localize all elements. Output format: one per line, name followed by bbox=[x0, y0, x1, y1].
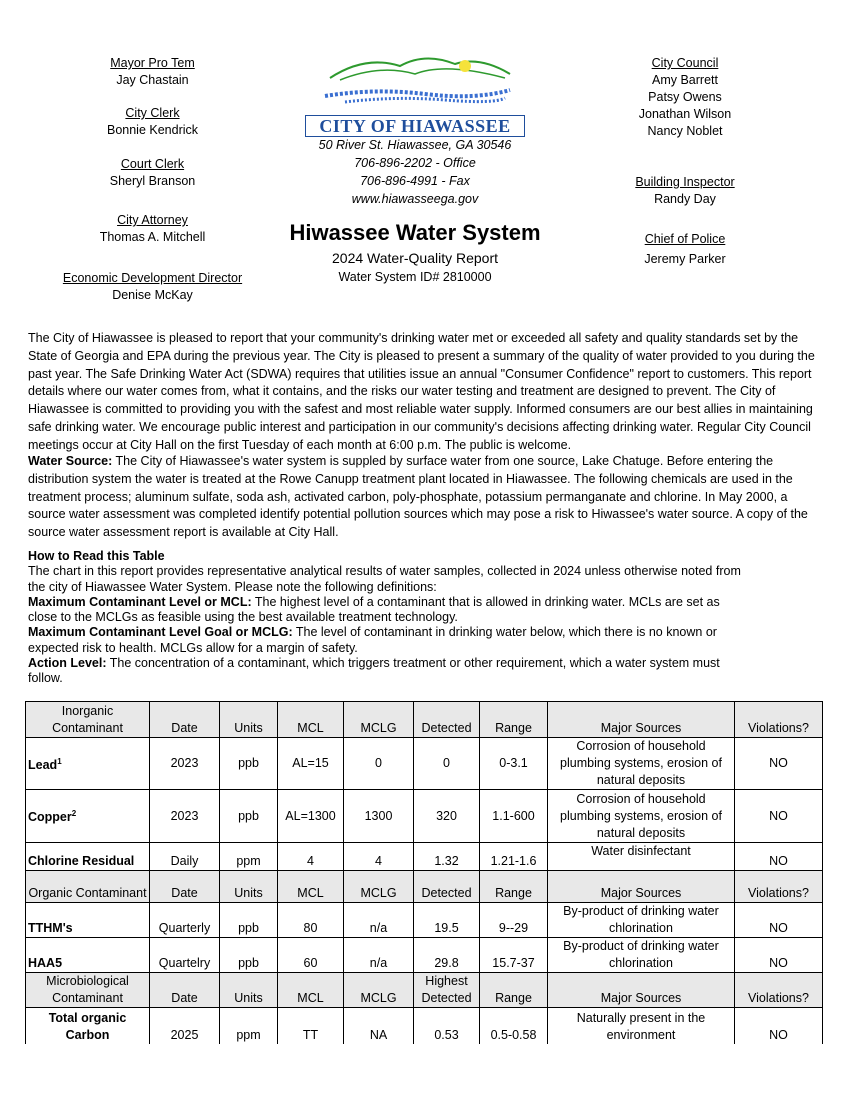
contact-address: 50 River St. Hiawassee, GA 30546 bbox=[318, 138, 512, 152]
source-cell: By-product of drinking water chlorination bbox=[548, 903, 735, 938]
header-cell: Violations? bbox=[735, 702, 823, 738]
how-to-read-text: The chart in this report provides representative analytical results of water samples, collected in 2024 unless otherwise noted from the city of Hiawassee Water System. Please note the following definitions: bbox=[28, 564, 741, 594]
mcl-cell: TT bbox=[278, 1008, 344, 1044]
violation-cell: NO bbox=[735, 790, 823, 843]
intro-paragraph: The City of Hiawassee is pleased to report that your community's drinking water met or exceeded all safety and quality standards set by the State of Georgia and EPA during the previous year. The City is pleased to present a summary of the quality of water provided to you during the past year. The Safe Drinking Water Act (SDWA) requires that utilities issue an annual "Consumer Confidence" report to customers. This report details where our water comes from, what it contains, and the risks our water testing and treatment are designed to prevent. The City of Hiawassee is committed to providing you with the safest and most reliable water supply. Informed consumers are our best allies in maintaining safe drinking water. We encourage public interest and participation in our community's decisions affecting drinking water. Regular City Council meetings occur at City Hall on the first Tuesday of each month at 6:00 p.m. The public is welcome. bbox=[28, 331, 815, 452]
council-member: Jonathan Wilson bbox=[638, 107, 732, 121]
header-cell: Date bbox=[150, 973, 220, 1008]
inorganic-header-row bbox=[26, 702, 823, 738]
range-cell: 0.5-0.58 bbox=[480, 1008, 548, 1044]
officer-mayor-pro-tem bbox=[80, 55, 225, 89]
mcl-cell: AL=15 bbox=[278, 738, 344, 790]
mclg-cell: n/a bbox=[344, 938, 414, 973]
officer-court-clerk bbox=[80, 156, 225, 190]
header-cell: MCLG bbox=[344, 702, 414, 738]
date-cell: 2025 bbox=[150, 1008, 220, 1044]
mclg-cell: 1300 bbox=[344, 790, 414, 843]
header-cell: Date bbox=[150, 871, 220, 903]
detected-cell: 29.8 bbox=[414, 938, 480, 973]
header-cell: Range bbox=[480, 702, 548, 738]
source-cell: Naturally present in the environment bbox=[548, 1008, 735, 1044]
header-cell: Range bbox=[480, 871, 548, 903]
officer-city-clerk bbox=[80, 105, 225, 139]
header-cell: Detected bbox=[414, 871, 480, 903]
officer-name: Sheryl Branson bbox=[109, 174, 196, 188]
detected-cell: 0 bbox=[414, 738, 480, 790]
microbiological-header-row bbox=[26, 973, 823, 1008]
water-source-label: Water Source: bbox=[28, 454, 113, 468]
contaminant-name: Total organic Carbon bbox=[26, 1008, 150, 1044]
mclg-cell: 4 bbox=[344, 843, 414, 871]
header-cell: MCLG bbox=[344, 871, 414, 903]
officer-role: City Clerk bbox=[125, 106, 180, 120]
contaminant-name: Lead$^1$ bbox=[26, 738, 150, 790]
table-row bbox=[26, 1008, 823, 1044]
source-cell: Corrosion of household plumbing systems, erosion of natural deposits bbox=[548, 738, 735, 790]
council-member: Amy Barrett bbox=[652, 73, 718, 87]
header-cell: Units bbox=[220, 702, 278, 738]
officer-name: Thomas A. Mitchell bbox=[99, 230, 206, 244]
officer-role: Mayor Pro Tem bbox=[110, 56, 195, 70]
detected-cell: 320 bbox=[414, 790, 480, 843]
officer-name: Randy Day bbox=[654, 192, 716, 206]
officer-city-council bbox=[610, 55, 760, 140]
officer-economic-development bbox=[40, 270, 265, 304]
header-cell: Violations? bbox=[735, 871, 823, 903]
header-cell: Units bbox=[220, 871, 278, 903]
violation-cell: NO bbox=[735, 843, 823, 871]
water-quality-table bbox=[25, 701, 823, 1044]
units-cell: ppb bbox=[220, 738, 278, 790]
detected-cell: 19.5 bbox=[414, 903, 480, 938]
water-system-id: Water System ID# 2810000 bbox=[338, 270, 492, 284]
detected-cell: 1.32 bbox=[414, 843, 480, 871]
mclg-text: The level of contaminant in drinking water below, which there is no known or expected risk to health. MCLGs allow for a margin of safety. bbox=[28, 625, 717, 655]
contaminant-name: Chlorine Residual bbox=[26, 843, 150, 871]
officer-role: Economic Development Director bbox=[62, 271, 243, 285]
date-cell: Daily bbox=[150, 843, 220, 871]
source-cell: Corrosion of household plumbing systems, erosion of natural deposits bbox=[548, 790, 735, 843]
how-to-read-section bbox=[28, 549, 748, 687]
units-cell: ppb bbox=[220, 903, 278, 938]
council-member: Patsy Owens bbox=[648, 90, 722, 104]
range-cell: 1.1-600 bbox=[480, 790, 548, 843]
officer-chief-of-police bbox=[610, 231, 760, 268]
organic-header-row bbox=[26, 871, 823, 903]
officer-role: Building Inspector bbox=[635, 175, 735, 189]
range-cell: 15.7-37 bbox=[480, 938, 548, 973]
violation-cell: NO bbox=[735, 938, 823, 973]
water-source-paragraph bbox=[28, 453, 818, 542]
date-cell: 2023 bbox=[150, 738, 220, 790]
contact-office-phone: 706-896-2202 - Office bbox=[354, 156, 476, 170]
officer-city-attorney bbox=[80, 212, 225, 246]
header-cell: MCLG bbox=[344, 973, 414, 1008]
header-cell: Detected bbox=[414, 702, 480, 738]
how-to-read-heading: How to Read this Table bbox=[28, 549, 165, 563]
logo-text: CITY OF HIAWASSEE bbox=[305, 115, 525, 137]
units-cell: ppb bbox=[220, 938, 278, 973]
action-level-text: The concentration of a contaminant, which triggers treatment or other requirement, which a water system must follow. bbox=[28, 656, 720, 686]
table-row bbox=[26, 843, 823, 871]
council-member: Nancy Noblet bbox=[647, 124, 723, 138]
page-subtitle: 2024 Water-Quality Report bbox=[332, 250, 498, 266]
officer-name: Denise McKay bbox=[112, 288, 193, 302]
header-cell: Violations? bbox=[735, 973, 823, 1008]
mcl-cell: 4 bbox=[278, 843, 344, 871]
mclg-cell: 0 bbox=[344, 738, 414, 790]
date-cell: Quarterly bbox=[150, 903, 220, 938]
table-row bbox=[26, 903, 823, 938]
range-cell: 9--29 bbox=[480, 903, 548, 938]
action-level-label: Action Level: bbox=[28, 656, 107, 671]
source-cell: Water disinfectant bbox=[548, 843, 735, 871]
range-cell: 1.21-1.6 bbox=[480, 843, 548, 871]
header-cell: Microbiological Contaminant bbox=[26, 973, 150, 1008]
mcl-label: Maximum Contaminant Level or MCL: bbox=[28, 594, 252, 609]
header-cell: MCL bbox=[278, 871, 344, 903]
units-cell: ppm bbox=[220, 1008, 278, 1044]
contact-website: www.hiawasseega.gov bbox=[351, 192, 479, 206]
header-cell: MCL bbox=[278, 973, 344, 1008]
officer-building-inspector bbox=[610, 174, 760, 208]
header-cell: MCL bbox=[278, 702, 344, 738]
table-row bbox=[26, 938, 823, 973]
contact-fax: 706-896-4991 - Fax bbox=[360, 174, 470, 188]
mcl-cell: 60 bbox=[278, 938, 344, 973]
table-row bbox=[26, 738, 823, 790]
header-cell: Major Sources bbox=[548, 871, 735, 903]
mclg-cell: NA bbox=[344, 1008, 414, 1044]
detected-cell: 0.53 bbox=[414, 1008, 480, 1044]
contact-block bbox=[290, 136, 540, 208]
header-cell: Major Sources bbox=[548, 973, 735, 1008]
header-cell: Major Sources bbox=[548, 702, 735, 738]
units-cell: ppb bbox=[220, 790, 278, 843]
range-cell: 0-3.1 bbox=[480, 738, 548, 790]
water-source-text: The City of Hiawassee's water system is suppled by surface water from one source, Lake Chatuge. Before entering the distribution system the water is treated at the Rowe Canupp treatment plant located in Hiawassee. The following chemicals are used in the treatment process; aluminum sulfate, soda ash, activated carbon, poly-phosphate, potassium permanganate and chlorine. In May 2000, a source water assessment was completed identify potential pollution sources which may pose a risk to Hiwassee's water source. A copy of the source water assessment report is available at City Hall. bbox=[28, 454, 808, 540]
contaminant-name: Copper$^2$ bbox=[26, 790, 150, 843]
header-cell: Date bbox=[150, 702, 220, 738]
officer-name: Bonnie Kendrick bbox=[106, 123, 199, 137]
violation-cell: NO bbox=[735, 738, 823, 790]
officer-role: Chief of Police bbox=[644, 232, 726, 246]
officer-name: Jay Chastain bbox=[116, 73, 189, 87]
date-cell: Quartelry bbox=[150, 938, 220, 973]
mcl-cell: AL=1300 bbox=[278, 790, 344, 843]
page-title: Hiwassee Water System bbox=[289, 220, 541, 245]
mclg-cell: n/a bbox=[344, 903, 414, 938]
mcl-text: The highest level of a contaminant that is allowed in drinking water. MCLs are set as close to the MCLGs as feasible using the best available treatment technology. bbox=[28, 594, 720, 625]
officer-role: Court Clerk bbox=[120, 157, 185, 171]
officer-name: Jeremy Parker bbox=[644, 252, 726, 266]
violation-cell: NO bbox=[735, 1008, 823, 1044]
logo-mountains-icon bbox=[305, 50, 525, 120]
mcl-cell: 80 bbox=[278, 903, 344, 938]
contaminant-name: TTHM's bbox=[26, 903, 150, 938]
officer-role: City Attorney bbox=[117, 213, 188, 227]
table-row bbox=[26, 790, 823, 843]
city-logo bbox=[305, 50, 525, 138]
header-cell: Units bbox=[220, 973, 278, 1008]
header-cell: Highest Detected bbox=[414, 973, 480, 1008]
header-cell: Inorganic Contaminant bbox=[26, 702, 150, 738]
header-cell: Range bbox=[480, 973, 548, 1008]
violation-cell: NO bbox=[735, 903, 823, 938]
header-cell: Organic Contaminant bbox=[26, 871, 150, 903]
units-cell: ppm bbox=[220, 843, 278, 871]
mclg-label: Maximum Contaminant Level Goal or MCLG: bbox=[28, 625, 293, 640]
source-cell: By-product of drinking water chlorination bbox=[548, 938, 735, 973]
contaminant-name: HAA5 bbox=[26, 938, 150, 973]
officer-role: City Council bbox=[651, 56, 719, 70]
date-cell: 2023 bbox=[150, 790, 220, 843]
